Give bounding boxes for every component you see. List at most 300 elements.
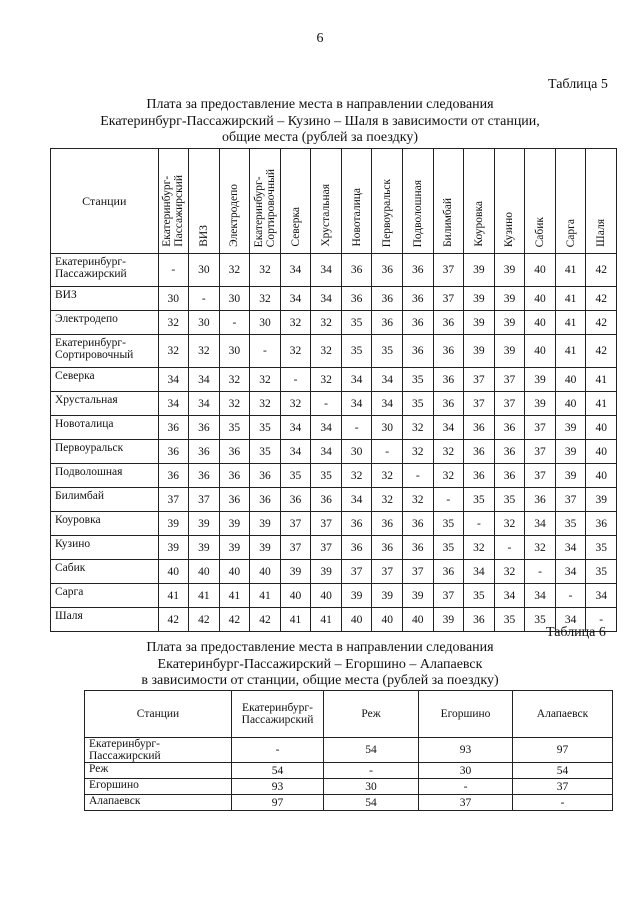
fare-cell: 54 <box>324 738 419 763</box>
fare-cell: 36 <box>464 464 495 488</box>
fare-cell: 36 <box>464 608 495 632</box>
table5-column-label: Хрустальная <box>320 184 333 247</box>
fare-cell: 39 <box>494 254 525 287</box>
fare-cell: 32 <box>250 254 281 287</box>
station-name: ВИЗ <box>51 287 159 311</box>
fare-cell: 39 <box>555 440 586 464</box>
table-row <box>51 440 617 464</box>
fare-cell: 32 <box>219 392 250 416</box>
table5-label: Таблица 5 <box>548 77 608 92</box>
fare-cell: 34 <box>586 584 617 608</box>
fare-cell: 32 <box>372 464 403 488</box>
fare-cell: 34 <box>311 254 342 287</box>
table5-column-header <box>341 149 372 254</box>
table5-column-label: Сарга <box>564 218 577 247</box>
fare-cell: 42 <box>586 335 617 368</box>
fare-cell: 40 <box>189 560 220 584</box>
fare-cell: 37 <box>464 392 495 416</box>
fare-cell: 34 <box>280 440 311 464</box>
fare-cell: 54 <box>232 763 324 779</box>
fare-cell: 30 <box>219 335 250 368</box>
table-row <box>51 416 617 440</box>
fare-cell: 39 <box>189 512 220 536</box>
fare-cell: 41 <box>555 287 586 311</box>
fare-cell: - <box>513 795 613 811</box>
fare-cell: 30 <box>219 287 250 311</box>
fare-cell: 41 <box>586 368 617 392</box>
table5-column-label: Новоталица <box>350 188 363 247</box>
fare-cell: 34 <box>280 287 311 311</box>
fare-cell: 93 <box>419 738 513 763</box>
fare-cell: 97 <box>513 738 613 763</box>
station-name: Шаля <box>51 608 159 632</box>
fare-cell: 35 <box>586 560 617 584</box>
fare-cell: - <box>311 392 342 416</box>
fare-cell: 36 <box>189 464 220 488</box>
fare-cell: 35 <box>555 512 586 536</box>
fare-cell: 36 <box>403 311 434 335</box>
fare-cell: 39 <box>555 464 586 488</box>
fare-cell: 32 <box>189 335 220 368</box>
fare-cell: 36 <box>280 488 311 512</box>
fare-cell: 93 <box>232 779 324 795</box>
fare-cell: 32 <box>158 335 189 368</box>
fare-cell: 36 <box>341 536 372 560</box>
fare-cell: 36 <box>372 311 403 335</box>
fare-cell: 39 <box>586 488 617 512</box>
fare-cell: 34 <box>158 368 189 392</box>
table5-column-label: Первоуральск <box>381 178 394 247</box>
fare-cell: 39 <box>372 584 403 608</box>
fare-cell: 34 <box>189 368 220 392</box>
fare-cell: 42 <box>189 608 220 632</box>
fare-cell: 41 <box>311 608 342 632</box>
fare-cell: 39 <box>219 512 250 536</box>
fare-cell: 32 <box>403 488 434 512</box>
fare-cell: 36 <box>341 287 372 311</box>
fare-cell: 34 <box>372 368 403 392</box>
fare-cell: 37 <box>341 560 372 584</box>
fare-cell: 40 <box>525 254 556 287</box>
table5-column-label: Шаля <box>595 219 608 247</box>
table-row <box>51 287 617 311</box>
table5-column-label: Екатеринбург- Пассажирский <box>161 175 186 247</box>
fare-cell: 37 <box>433 287 464 311</box>
fare-cell: - <box>494 536 525 560</box>
table5-title <box>0 97 640 147</box>
fare-cell: 41 <box>555 311 586 335</box>
fare-cell: 39 <box>280 560 311 584</box>
table6-title-line: в зависимости от станции, общие места (рублей за поездку) <box>141 673 499 688</box>
fare-cell: 40 <box>525 287 556 311</box>
station-name: Хрустальная <box>51 392 159 416</box>
fare-cell: 35 <box>341 335 372 368</box>
fare-cell: 32 <box>311 368 342 392</box>
fare-cell: 36 <box>219 464 250 488</box>
fare-cell: 36 <box>158 464 189 488</box>
fare-cell: 37 <box>525 464 556 488</box>
table5-column-header <box>555 149 586 254</box>
table5-column-label: Электродепо <box>228 184 241 247</box>
fare-cell: 36 <box>494 416 525 440</box>
fare-cell: - <box>586 608 617 632</box>
fare-cell: 32 <box>219 368 250 392</box>
fare-cell: 32 <box>464 536 495 560</box>
fare-cell: 32 <box>433 464 464 488</box>
fare-cell: 36 <box>189 440 220 464</box>
fare-cell: 36 <box>494 440 525 464</box>
fare-cell: 30 <box>189 311 220 335</box>
fare-cell: - <box>403 464 434 488</box>
fare-cell: 40 <box>219 560 250 584</box>
fare-cell: 30 <box>324 779 419 795</box>
fare-cell: 35 <box>403 392 434 416</box>
fare-cell: 36 <box>403 254 434 287</box>
fare-cell: 36 <box>525 488 556 512</box>
table6-column-header: Реж <box>324 691 419 738</box>
table5-stations-header: Станции <box>51 149 159 254</box>
fare-cell: 37 <box>403 560 434 584</box>
fare-cell: 34 <box>555 608 586 632</box>
table5-column-header <box>464 149 495 254</box>
fare-cell: 34 <box>341 392 372 416</box>
fare-cell: 36 <box>250 488 281 512</box>
fare-cell: 40 <box>311 584 342 608</box>
table-row <box>51 488 617 512</box>
fare-cell: 40 <box>555 392 586 416</box>
fare-cell: 37 <box>189 488 220 512</box>
fare-cell: 39 <box>525 392 556 416</box>
fare-cell: 34 <box>280 254 311 287</box>
table6-title-line: Екатеринбург-Пассажирский – Егоршино – Алапаевск <box>157 656 483 672</box>
fare-cell: 32 <box>311 335 342 368</box>
fare-cell: 42 <box>586 311 617 335</box>
station-name: Сарга <box>51 584 159 608</box>
station-name: Сабик <box>51 560 159 584</box>
table6-header-row <box>85 691 613 738</box>
fare-cell: 36 <box>464 440 495 464</box>
table5-column-label: ВИЗ <box>197 225 210 247</box>
fare-cell: 37 <box>280 512 311 536</box>
table5-column-label: Северка <box>289 207 302 247</box>
fare-cell: 42 <box>250 608 281 632</box>
station-name: Билимбай <box>51 488 159 512</box>
fare-cell: 37 <box>525 440 556 464</box>
fare-cell: 54 <box>324 795 419 811</box>
fare-cell: - <box>433 488 464 512</box>
fare-cell: 97 <box>232 795 324 811</box>
fare-cell: 36 <box>219 440 250 464</box>
fare-cell: 39 <box>555 416 586 440</box>
fare-cell: - <box>464 512 495 536</box>
table5-column-label: Екатеринбург- Сортировочный <box>252 168 277 247</box>
fare-cell: 41 <box>158 584 189 608</box>
table5-column-label: Билимбай <box>442 197 455 247</box>
fare-cell: 35 <box>219 416 250 440</box>
table-row <box>51 584 617 608</box>
station-name: Алапаевск <box>85 795 232 811</box>
fare-cell: 37 <box>311 512 342 536</box>
fare-cell: 35 <box>250 440 281 464</box>
fare-cell: 35 <box>341 311 372 335</box>
fare-cell: 35 <box>464 488 495 512</box>
fare-cell: 34 <box>280 416 311 440</box>
table6-column-header: Екатеринбург- Пассажирский <box>232 691 324 738</box>
fare-cell: 32 <box>280 335 311 368</box>
fare-cell: 39 <box>189 536 220 560</box>
fare-cell: 37 <box>494 368 525 392</box>
fare-cell: 36 <box>250 464 281 488</box>
fare-cell: 41 <box>189 584 220 608</box>
fare-cell: 35 <box>586 536 617 560</box>
fare-cell: 37 <box>158 488 189 512</box>
fare-cell: 41 <box>280 608 311 632</box>
table-row <box>51 368 617 392</box>
fare-cell: 37 <box>525 416 556 440</box>
fare-cell: 34 <box>189 392 220 416</box>
table5-header-row <box>51 149 617 254</box>
fare-cell: 35 <box>494 488 525 512</box>
fare-cell: 42 <box>219 608 250 632</box>
fare-cell: 40 <box>372 608 403 632</box>
table5 <box>50 148 617 632</box>
fare-cell: 39 <box>494 287 525 311</box>
fare-cell: 41 <box>586 392 617 416</box>
fare-cell: 30 <box>341 440 372 464</box>
fare-cell: 34 <box>494 584 525 608</box>
fare-cell: 54 <box>513 763 613 779</box>
station-name: Екатеринбург- Сортировочный <box>51 335 159 368</box>
fare-cell: 40 <box>525 335 556 368</box>
fare-cell: 36 <box>372 536 403 560</box>
fare-cell: 34 <box>433 416 464 440</box>
table5-column-label: Сабик <box>534 216 547 247</box>
page-number: 6 <box>316 31 324 46</box>
table-row <box>51 392 617 416</box>
table-row <box>51 254 617 287</box>
fare-cell: 39 <box>158 512 189 536</box>
table5-column-header <box>494 149 525 254</box>
fare-cell: 36 <box>372 287 403 311</box>
station-name: Первоуральск <box>51 440 159 464</box>
fare-cell: 32 <box>311 311 342 335</box>
fare-cell: 32 <box>250 368 281 392</box>
fare-cell: 36 <box>433 560 464 584</box>
station-name: Подволошная <box>51 464 159 488</box>
station-name: Кузино <box>51 536 159 560</box>
table5-column-header <box>280 149 311 254</box>
fare-cell: 37 <box>372 560 403 584</box>
table5-column-header <box>586 149 617 254</box>
table5-column-header <box>311 149 342 254</box>
fare-cell: 40 <box>158 560 189 584</box>
fare-cell: - <box>232 738 324 763</box>
fare-cell: 30 <box>372 416 403 440</box>
station-name: Егоршино <box>85 779 232 795</box>
fare-cell: 32 <box>219 254 250 287</box>
fare-cell: 39 <box>464 254 495 287</box>
fare-cell: 39 <box>341 584 372 608</box>
fare-cell: 36 <box>403 536 434 560</box>
fare-cell: 32 <box>372 488 403 512</box>
fare-cell: 40 <box>341 608 372 632</box>
fare-cell: 32 <box>280 311 311 335</box>
fare-cell: 39 <box>464 287 495 311</box>
table6 <box>84 690 613 811</box>
fare-cell: - <box>189 287 220 311</box>
fare-cell: 36 <box>403 287 434 311</box>
table-row <box>51 536 617 560</box>
fare-cell: 37 <box>513 779 613 795</box>
fare-cell: 34 <box>555 560 586 584</box>
fare-cell: 40 <box>586 440 617 464</box>
fare-cell: 34 <box>341 368 372 392</box>
fare-cell: 36 <box>494 464 525 488</box>
table-row <box>51 512 617 536</box>
fare-cell: 36 <box>433 311 464 335</box>
fare-cell: 42 <box>586 287 617 311</box>
fare-cell: 35 <box>494 608 525 632</box>
fare-cell: - <box>158 254 189 287</box>
fare-cell: 36 <box>403 512 434 536</box>
fare-cell: 37 <box>555 488 586 512</box>
station-name: Реж <box>85 763 232 779</box>
fare-cell: 40 <box>250 560 281 584</box>
fare-cell: 40 <box>586 416 617 440</box>
fare-cell: 32 <box>494 512 525 536</box>
fare-cell: 36 <box>158 440 189 464</box>
fare-cell: 32 <box>433 440 464 464</box>
fare-cell: 32 <box>525 536 556 560</box>
fare-cell: 40 <box>403 608 434 632</box>
table-row <box>51 608 617 632</box>
fare-cell: 39 <box>494 311 525 335</box>
fare-cell: 37 <box>419 795 513 811</box>
table-row <box>85 795 613 811</box>
fare-cell: 36 <box>586 512 617 536</box>
fare-cell: - <box>219 311 250 335</box>
fare-cell: 37 <box>433 584 464 608</box>
fare-cell: - <box>324 763 419 779</box>
fare-cell: 32 <box>403 416 434 440</box>
fare-cell: 36 <box>311 488 342 512</box>
fare-cell: - <box>372 440 403 464</box>
fare-cell: 34 <box>525 584 556 608</box>
fare-cell: 35 <box>433 536 464 560</box>
fare-cell: 41 <box>555 335 586 368</box>
fare-cell: 39 <box>433 608 464 632</box>
fare-cell: 36 <box>189 416 220 440</box>
fare-cell: 42 <box>586 254 617 287</box>
fare-cell: 39 <box>250 512 281 536</box>
station-name: Новоталица <box>51 416 159 440</box>
table6-stations-header: Станции <box>85 691 232 738</box>
station-name: Электродепо <box>51 311 159 335</box>
table-row <box>51 464 617 488</box>
fare-cell: 34 <box>555 536 586 560</box>
fare-cell: 35 <box>311 464 342 488</box>
fare-cell: 34 <box>341 488 372 512</box>
table-row <box>51 560 617 584</box>
fare-cell: 30 <box>189 254 220 287</box>
fare-cell: 35 <box>403 368 434 392</box>
fare-cell: 39 <box>311 560 342 584</box>
table5-column-header <box>219 149 250 254</box>
fare-cell: 36 <box>341 512 372 536</box>
fare-cell: 30 <box>158 287 189 311</box>
fare-cell: 30 <box>250 311 281 335</box>
fare-cell: 35 <box>433 512 464 536</box>
fare-cell: 36 <box>464 416 495 440</box>
fare-cell: 36 <box>372 512 403 536</box>
table-row <box>85 763 613 779</box>
fare-cell: 32 <box>158 311 189 335</box>
fare-cell: 40 <box>280 584 311 608</box>
fare-cell: 34 <box>158 392 189 416</box>
station-name: Екатеринбург- Пассажирский <box>85 738 232 763</box>
fare-cell: 36 <box>433 335 464 368</box>
table5-column-header <box>189 149 220 254</box>
fare-cell: - <box>555 584 586 608</box>
fare-cell: 35 <box>372 335 403 368</box>
fare-cell: 35 <box>250 416 281 440</box>
fare-cell: 34 <box>372 392 403 416</box>
fare-cell: 32 <box>403 440 434 464</box>
table5-column-label: Подволошная <box>411 179 424 247</box>
table5-title-line: Екатеринбург-Пассажирский – Кузино – Шаля в зависимости от станции, <box>100 113 540 129</box>
fare-cell: 40 <box>525 311 556 335</box>
fare-cell: 36 <box>433 392 464 416</box>
table6-title <box>0 640 640 690</box>
table5-column-label: Кузино <box>503 211 516 247</box>
fare-cell: 32 <box>250 392 281 416</box>
fare-cell: 40 <box>586 464 617 488</box>
table5-title-line: общие места (рублей за поездку) <box>222 130 418 145</box>
fare-cell: 34 <box>311 440 342 464</box>
fare-cell: - <box>419 779 513 795</box>
fare-cell: 30 <box>419 763 513 779</box>
fare-cell: 40 <box>555 368 586 392</box>
fare-cell: 39 <box>158 536 189 560</box>
table5-column-header <box>433 149 464 254</box>
fare-cell: 36 <box>219 488 250 512</box>
fare-cell: 35 <box>280 464 311 488</box>
fare-cell: 37 <box>464 368 495 392</box>
fare-cell: 37 <box>311 536 342 560</box>
fare-cell: 36 <box>158 416 189 440</box>
table-row <box>51 335 617 368</box>
table5-column-header <box>403 149 434 254</box>
fare-cell: 39 <box>464 335 495 368</box>
fare-cell: 41 <box>219 584 250 608</box>
fare-cell: 39 <box>494 335 525 368</box>
fare-cell: 32 <box>494 560 525 584</box>
fare-cell: 35 <box>464 584 495 608</box>
fare-cell: 41 <box>250 584 281 608</box>
table6-title-line: Плата за предоставление места в направлении следования <box>146 640 494 655</box>
fare-cell: 36 <box>403 335 434 368</box>
fare-cell: 39 <box>403 584 434 608</box>
table5-column-header <box>250 149 281 254</box>
fare-cell: 41 <box>555 254 586 287</box>
table5-column-header <box>158 149 189 254</box>
fare-cell: 34 <box>525 512 556 536</box>
table6-column-header: Алапаевск <box>513 691 613 738</box>
table6-column-header: Егоршино <box>419 691 513 738</box>
table5-column-label: Коуровка <box>472 201 485 247</box>
fare-cell: - <box>341 416 372 440</box>
fare-cell: 34 <box>464 560 495 584</box>
